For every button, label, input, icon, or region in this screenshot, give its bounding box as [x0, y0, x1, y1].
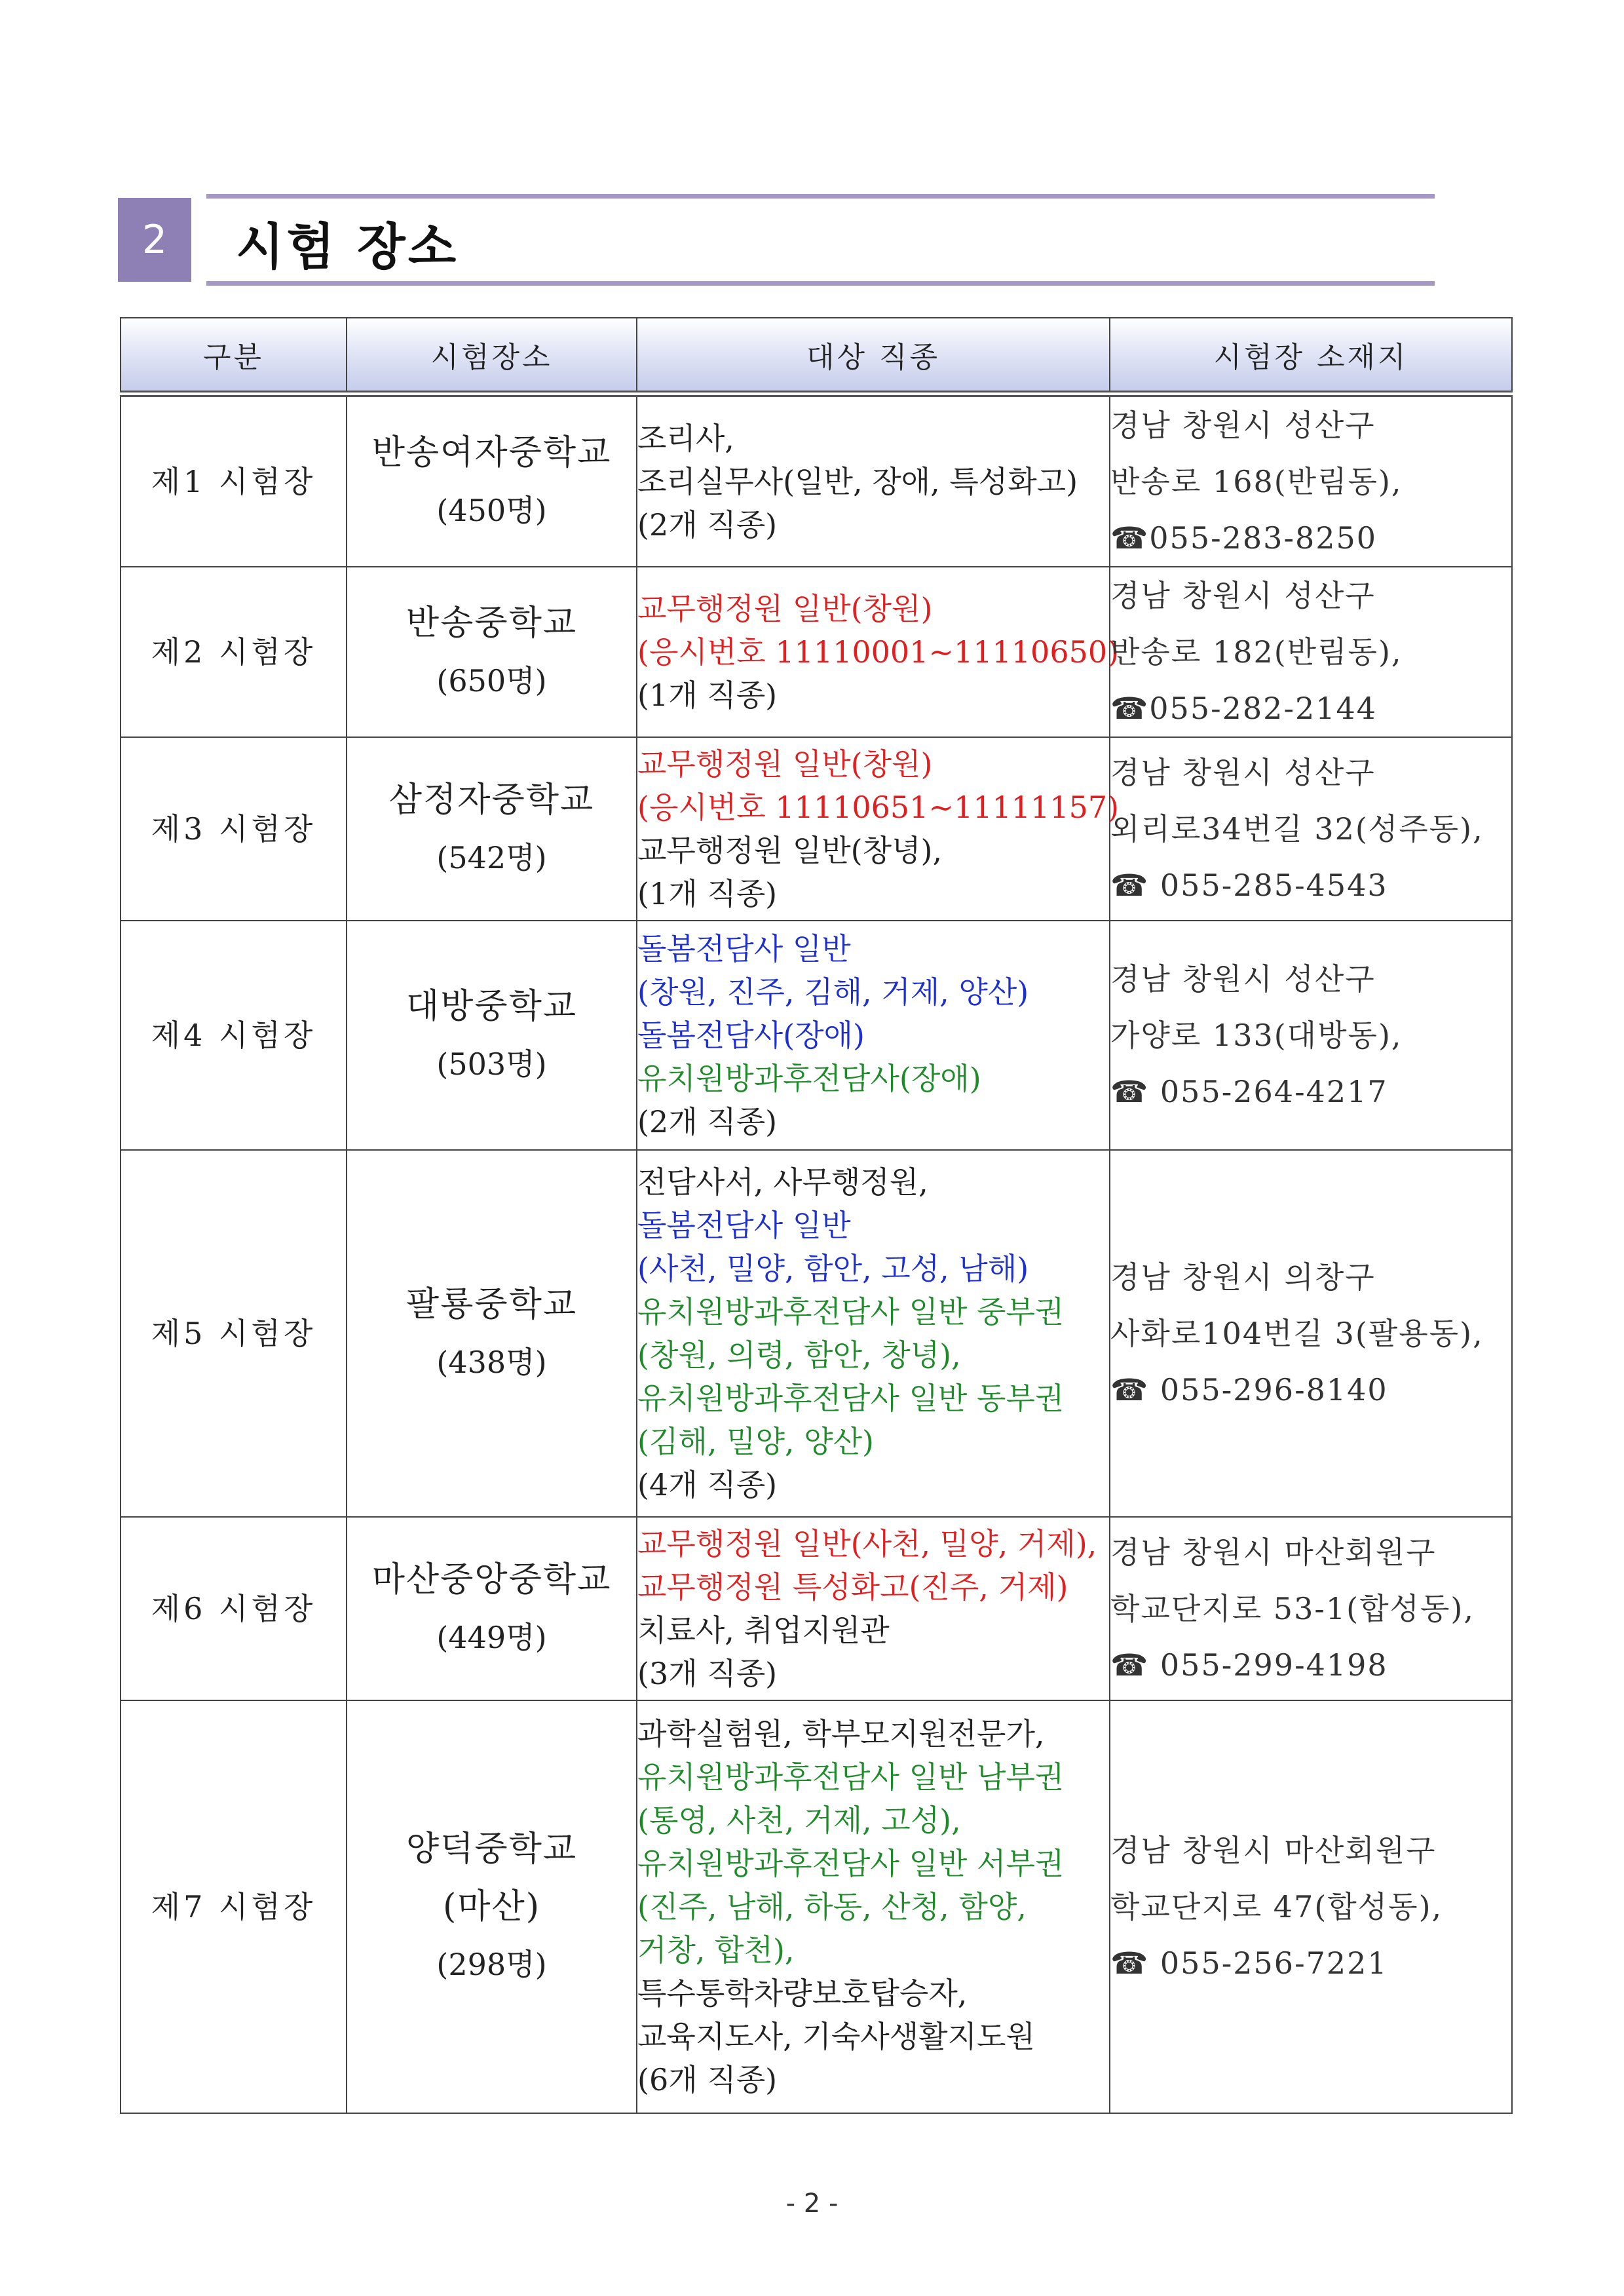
table-row	[121, 394, 1512, 567]
address-cell	[1110, 1517, 1512, 1700]
address-line: 경남 창원시 성산구	[1110, 961, 1376, 997]
section-number-badge: 2	[118, 198, 191, 282]
section-rule-bottom	[206, 281, 1435, 286]
school-name: 반송중학교	[406, 603, 578, 643]
job-type-line: (6개 직종)	[637, 2062, 778, 2097]
school-name: 반송여자중학교	[371, 433, 612, 472]
school-name: 대방중학교	[406, 987, 578, 1026]
job-type-line: 교무행정원 일반(창원)	[637, 591, 933, 626]
venue-label: 제1 시험장	[121, 394, 347, 567]
applicant-count: (542명)	[436, 840, 547, 875]
job-type-line: 교무행정원 일반(창녕),	[637, 833, 943, 868]
applicant-count: (503명)	[436, 1046, 547, 1082]
venue-school-cell	[347, 567, 637, 737]
job-type-line: 유치원방과후전담사 일반 서부권	[637, 1846, 1065, 1881]
job-type-line: 교육지도사, 기숙사생활지도원	[637, 2019, 1035, 2054]
address-line: 경남 창원시 성산구	[1110, 408, 1376, 443]
address-cell	[1110, 567, 1512, 737]
address-cell	[1110, 394, 1512, 567]
venue-school-cell	[347, 1517, 637, 1700]
header-category: 구분	[121, 318, 347, 394]
job-types-cell	[637, 921, 1110, 1150]
phone-number: ☎055-282-2144	[1110, 691, 1378, 726]
job-type-line: (1개 직종)	[637, 876, 778, 911]
school-name: 팔룡중학교	[406, 1285, 578, 1324]
venue-school-cell	[347, 921, 637, 1150]
job-type-line: (4개 직종)	[637, 1467, 778, 1502]
exam-venue-table	[120, 317, 1513, 2114]
job-type-line: (응시번호 11110651~11111157)	[637, 790, 1120, 825]
address-cell	[1110, 1150, 1512, 1517]
address-line: 가양로 133(대방동),	[1110, 1018, 1403, 1053]
table-row	[121, 1150, 1512, 1517]
applicant-count: (450명)	[436, 493, 547, 528]
applicant-count: (650명)	[436, 663, 547, 698]
address-line: 경남 창원시 마산회원구	[1110, 1833, 1437, 1868]
address-line: 사화로104번길 3(팔용동),	[1110, 1316, 1484, 1351]
address-cell	[1110, 1700, 1512, 2113]
school-name: 마산중앙중학교	[371, 1560, 612, 1599]
venue-label: 제4 시험장	[121, 921, 347, 1150]
job-type-line: 교무행정원 일반(창원)	[637, 746, 933, 782]
job-type-line: 특수통학차량보호탑승자,	[637, 1976, 968, 2011]
job-type-line: 유치원방과후전담사 일반 중부권	[637, 1294, 1065, 1330]
venue-label: 제7 시험장	[121, 1700, 347, 2113]
address-line: 경남 창원시 마산회원구	[1110, 1535, 1437, 1570]
section-title: 시험 장소	[236, 218, 459, 276]
job-type-line: 돌봄전담사 일반	[637, 931, 851, 966]
address-line: 경남 창원시 의창구	[1110, 1259, 1376, 1295]
job-types-cell	[637, 1150, 1110, 1517]
job-type-line: 조리실무사(일반, 장애, 특성화고)	[637, 464, 1078, 499]
address-cell	[1110, 737, 1512, 921]
table-row	[121, 921, 1512, 1150]
address-line: 경남 창원시 성산구	[1110, 578, 1376, 613]
venue-label: 제6 시험장	[121, 1517, 347, 1700]
job-type-line: 과학실험원, 학부모지원전문가,	[637, 1716, 1045, 1751]
job-type-line: (창원, 진주, 김해, 거제, 양산)	[637, 974, 1029, 1010]
job-type-line: (창원, 의령, 함안, 창녕),	[637, 1337, 961, 1373]
section-header	[118, 194, 1435, 286]
venue-school-cell	[347, 394, 637, 567]
job-type-line: 치료사, 취업지원관	[637, 1613, 890, 1648]
table-row	[121, 567, 1512, 737]
address-line: 경남 창원시 성산구	[1110, 755, 1376, 790]
address-cell	[1110, 921, 1512, 1150]
job-type-line: 조리사,	[637, 421, 734, 456]
section-rule-top	[206, 194, 1435, 199]
table-row	[121, 737, 1512, 921]
job-types-cell	[637, 737, 1120, 921]
job-type-line: (2개 직종)	[637, 1104, 778, 1139]
job-type-line: 유치원방과후전담사 일반 동부권	[637, 1381, 1065, 1416]
school-name: 삼정자중학교	[388, 780, 595, 820]
school-name: 양덕중학교	[406, 1829, 578, 1869]
applicant-count: (449명)	[436, 1620, 547, 1655]
venue-label: 제3 시험장	[121, 737, 347, 921]
job-type-line: 유치원방과후전담사(장애)	[637, 1061, 981, 1096]
table-header-row	[121, 318, 1512, 394]
phone-number: ☎055-283-8250	[1110, 520, 1378, 556]
job-types-cell	[637, 1700, 1110, 2113]
job-type-line: (통영, 사천, 거제, 고성),	[637, 1803, 961, 1838]
job-type-line: 돌봄전담사 일반	[637, 1208, 851, 1243]
job-types-cell	[637, 1517, 1110, 1700]
venue-school-cell	[347, 1150, 637, 1517]
job-type-line: (3개 직종)	[637, 1656, 778, 1691]
job-type-line: (1개 직종)	[637, 678, 778, 713]
job-types-cell	[637, 394, 1110, 567]
job-type-line: 거창, 합천),	[637, 1932, 795, 1968]
venue-school-cell	[347, 737, 637, 921]
job-type-line: 전담사서, 사무행정원,	[637, 1164, 928, 1200]
phone-number: ☎ 055-285-4543	[1110, 868, 1388, 903]
phone-number: ☎ 055-296-8140	[1110, 1372, 1388, 1407]
applicant-count: (438명)	[436, 1345, 547, 1380]
job-type-line: (진주, 남해, 하동, 산청, 함양,	[637, 1889, 1027, 1924]
applicant-count: (298명)	[436, 1947, 547, 1982]
school-location-note: (마산)	[442, 1887, 541, 1926]
job-type-line: 유치원방과후전담사 일반 남부권	[637, 1759, 1065, 1795]
job-type-line: 교무행정원 특성화고(진주, 거제)	[637, 1569, 1068, 1605]
address-line: 반송로 182(반림동),	[1110, 634, 1403, 670]
phone-number: ☎ 055-264-4217	[1110, 1074, 1388, 1109]
job-type-line: 교무행정원 일반(사천, 밀양, 거제),	[637, 1526, 1097, 1561]
phone-number: ☎ 055-256-7221	[1110, 1945, 1388, 1981]
phone-number: ☎ 055-299-4198	[1110, 1647, 1388, 1683]
page-number: - 2 -	[785, 2189, 839, 2219]
job-type-line: (응시번호 11110001~11110650)	[637, 634, 1120, 670]
header-address: 시험장 소재지	[1110, 318, 1512, 394]
table-row	[121, 1700, 1512, 2113]
venue-label: 제5 시험장	[121, 1150, 347, 1517]
job-type-line: (사천, 밀양, 함안, 고성, 남해)	[637, 1251, 1029, 1286]
job-type-line: (2개 직종)	[637, 507, 778, 543]
address-line: 학교단지로 53-1(합성동),	[1110, 1591, 1475, 1626]
address-line: 외리로34번길 32(성주동),	[1110, 811, 1484, 847]
job-type-line: (김해, 밀양, 양산)	[637, 1424, 874, 1459]
address-line: 반송로 168(반림동),	[1110, 464, 1403, 499]
address-line: 학교단지로 47(합성동),	[1110, 1889, 1443, 1924]
header-job-types: 대상 직종	[637, 318, 1110, 394]
venue-label: 제2 시험장	[121, 567, 347, 737]
job-types-cell	[637, 567, 1120, 737]
header-venue: 시험장소	[347, 318, 637, 394]
table-row	[121, 1517, 1512, 1700]
job-type-line: 돌봄전담사(장애)	[637, 1018, 865, 1053]
venue-school-cell	[347, 1700, 637, 2113]
